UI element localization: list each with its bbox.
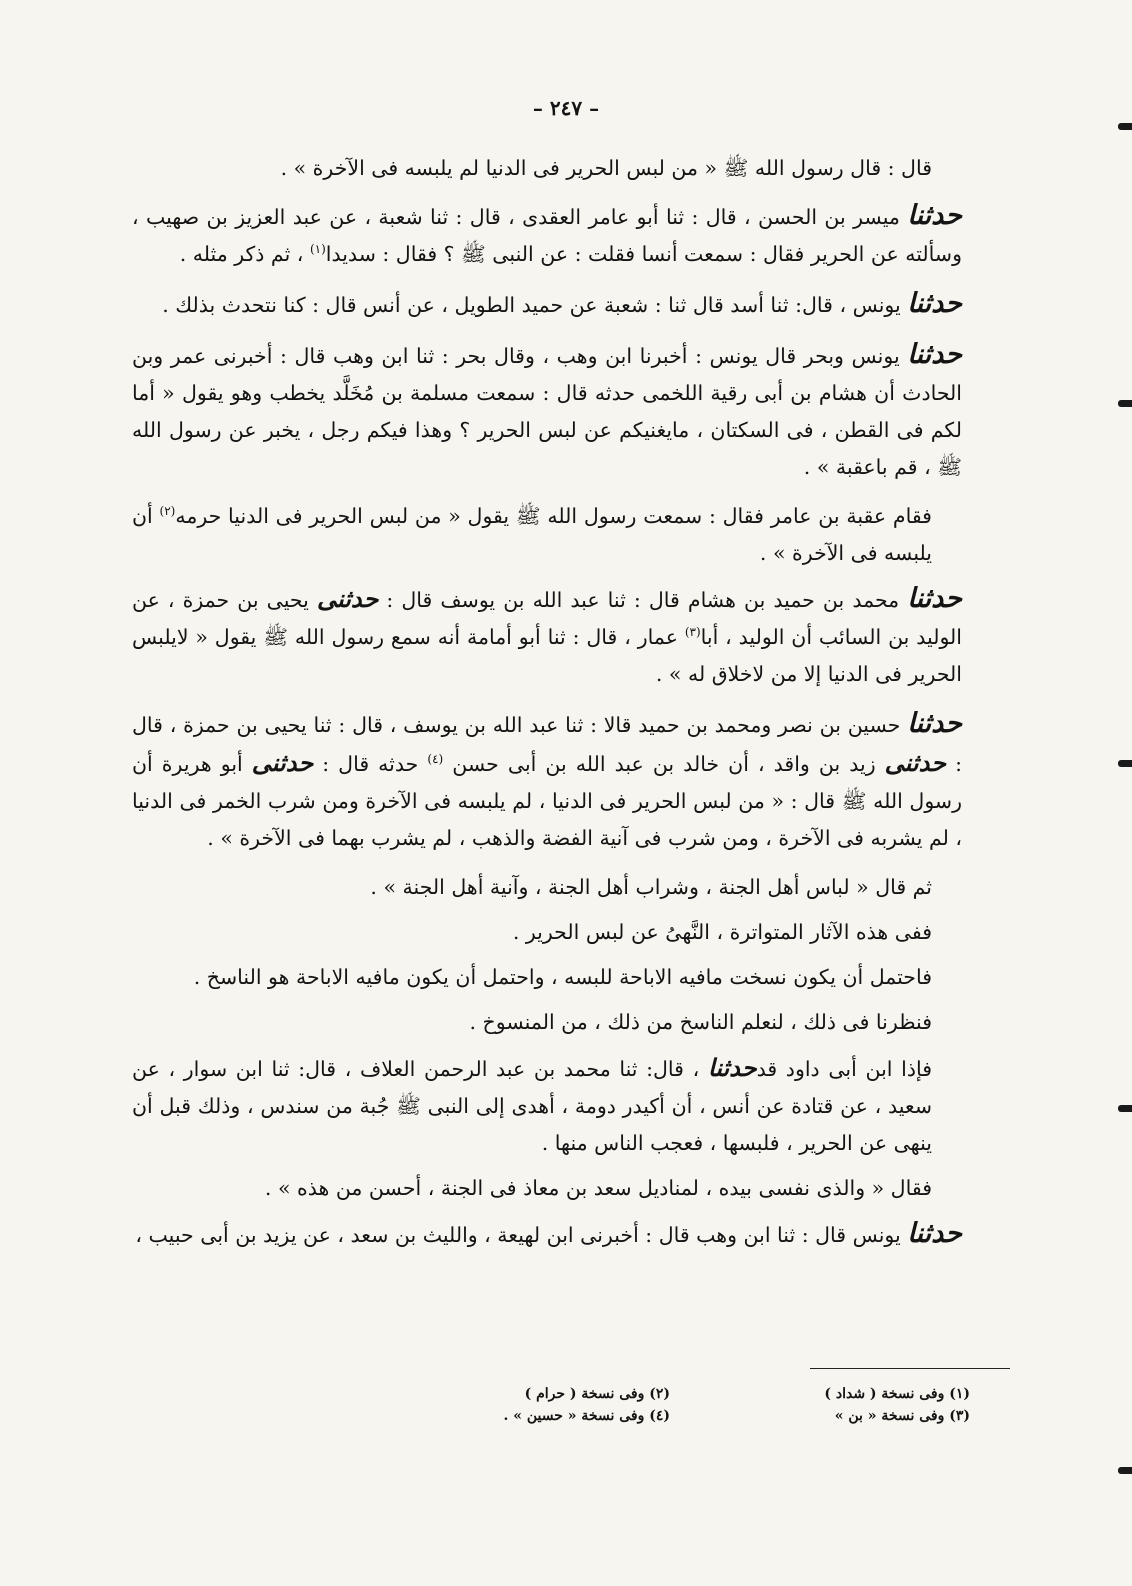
paragraph-3: حدثنا يونس ، قال: ثنا أسد قال ثنا : شعبة عن حميد الطويل ، عن أنس قال : كنا نتحدث بذلك .: [162, 288, 962, 319]
paragraph-4: حدثنا يونس وبحر قال يونس : أخبرنا ابن وهب ، وقال بحر : ثنا ابن وهب قال : أخبرنى عمر وبن الحادث أن هشام بن أبى رقية اللخمى حدثه قال : سمعت مسلمة بن مُخَلَّد يخطب وهو يقول « أما لكم فى القطن ، فى السكتان ، مايغنيكم عن لبس الحرير ؟ وهذا فيكم رجل ، يخبر عن رسول الله ﷺ ، قم باعقبة » .: [132, 339, 962, 479]
scan-edge-mark: [1118, 760, 1132, 767]
paragraph-8: ثم قال « لباس أهل الجنة ، وشراب أهل الجنة ، وآنية أهل الجنة » .: [370, 875, 932, 899]
footnotes: [370, 1386, 970, 1424]
paragraph-6: حدثنا محمد بن حميد بن هشام قال : ثنا عبد الله بن يوسف قال : حدثنى يحيى بن حمزة ، عن الوليد بن السائب أن الوليد ، أبا$^{(٣)}$ عمار ، قال : ثنا أبو أمامة أنه سمع رسول الله ﷺ يقول « لايلبس الحرير فى الدنيا إلا من لاخلاق له » .: [132, 583, 962, 686]
paragraph-9: ففى هذه الآثار المتواترة ، النَّهىُ عن لبس الحرير .: [512, 920, 932, 944]
footnote-4: (٤) وفى نسخة « حسين » .: [503, 1408, 670, 1424]
page-number: – ٢٤٧ –: [532, 96, 600, 120]
paragraph-1: قال : قال رسول الله ﷺ « من لبس الحرير فى الدنيا لم يلبسه فى الآخرة » .: [280, 156, 932, 180]
paragraph-13: فقال « والذى نفسى بيده ، لمناديل سعد بن معاذ فى الجنة ، أحسن من هذه » .: [264, 1176, 932, 1200]
paragraph-10: فاحتمل أن يكون نسخت مافيه الاباحة للبسه ، واحتمل أن يكون مافيه الاباحة هو الناسخ .: [193, 965, 932, 989]
scan-edge-mark: [1118, 400, 1132, 407]
paragraph-12: فإذا ابن أبى داود قدحدثنا ، قال: ثنا محمد بن عبد الرحمن العلاف ، قال: ثنا ابن سوار ، عن سعيد ، عن قتادة عن أنس ، أن أكيدر دومة ، أهدى إلى النبى ﷺ جُبة من سندس ، وذلك قبل أن ينهى عن الحرير ، فلبسها ، فعجب الناس منها .: [132, 1053, 933, 1155]
scan-edge-mark: [1118, 123, 1132, 130]
paragraph-14: حدثنا يونس قال : ثنا ابن وهب قال : أخبرنى ابن لهيعة ، والليث بن سعد ، عن يزيد بن أبى حبيب ،: [135, 1218, 962, 1249]
footnote-1: (١) وفى نسخة ( شداد ): [824, 1386, 970, 1402]
paragraph-2: حدثنا ميسر بن الحسن ، قال : ثنا أبو عامر العقدى ، قال : ثنا شعبة ، عن عبد العزيز بن صهيب ، وسألته عن الحرير فقال : سمعت أنسا فقلت : عن النبى ﷺ ؟ فقال : سديدا$^{(١)}$ ، ثم ذكر مثله .: [132, 200, 962, 266]
scan-edge-mark: [1118, 1105, 1132, 1112]
paragraph-7: حدثنا حسين بن نصر ومحمد بن حميد قالا : ثنا عبد الله بن يوسف ، قال : ثنا يحيى بن حمزة ، قال : حدثنى زيد بن واقد ، أن خالد بن عبد الله بن أبى حسن $^{(٤)}$ حدثه قال : حدثنى أبو هريرة أن رسول الله ﷺ قال : « من لبس الحرير فى الدنيا ، لم يلبسه فى الآخرة ومن شرب الخمر فى الدنيا ، لم يشربه فى الآخرة ، ومن شرب فى آنية الفضة والذهب ، لم يشرب بهما فى الآخرة » .: [132, 708, 962, 850]
footnote-3: (٣) وفى نسخة « بن »: [834, 1408, 970, 1424]
footnote-2: (٢) وفى نسخة ( حرام ): [524, 1386, 670, 1402]
paragraph-11: فنظرنا فى ذلك ، لنعلم الناسخ من ذلك ، من المنسوخ .: [469, 1010, 932, 1034]
footnote-divider: [810, 1368, 1010, 1369]
paragraph-5: فقام عقبة بن عامر فقال : سمعت رسول الله ﷺ يقول « من لبس الحرير فى الدنيا حرمه$^{(٢)}$ أن يلبسه فى الآخرة » .: [132, 504, 932, 565]
main-text: [132, 150, 962, 1266]
scan-edge-mark: [1118, 1467, 1132, 1474]
